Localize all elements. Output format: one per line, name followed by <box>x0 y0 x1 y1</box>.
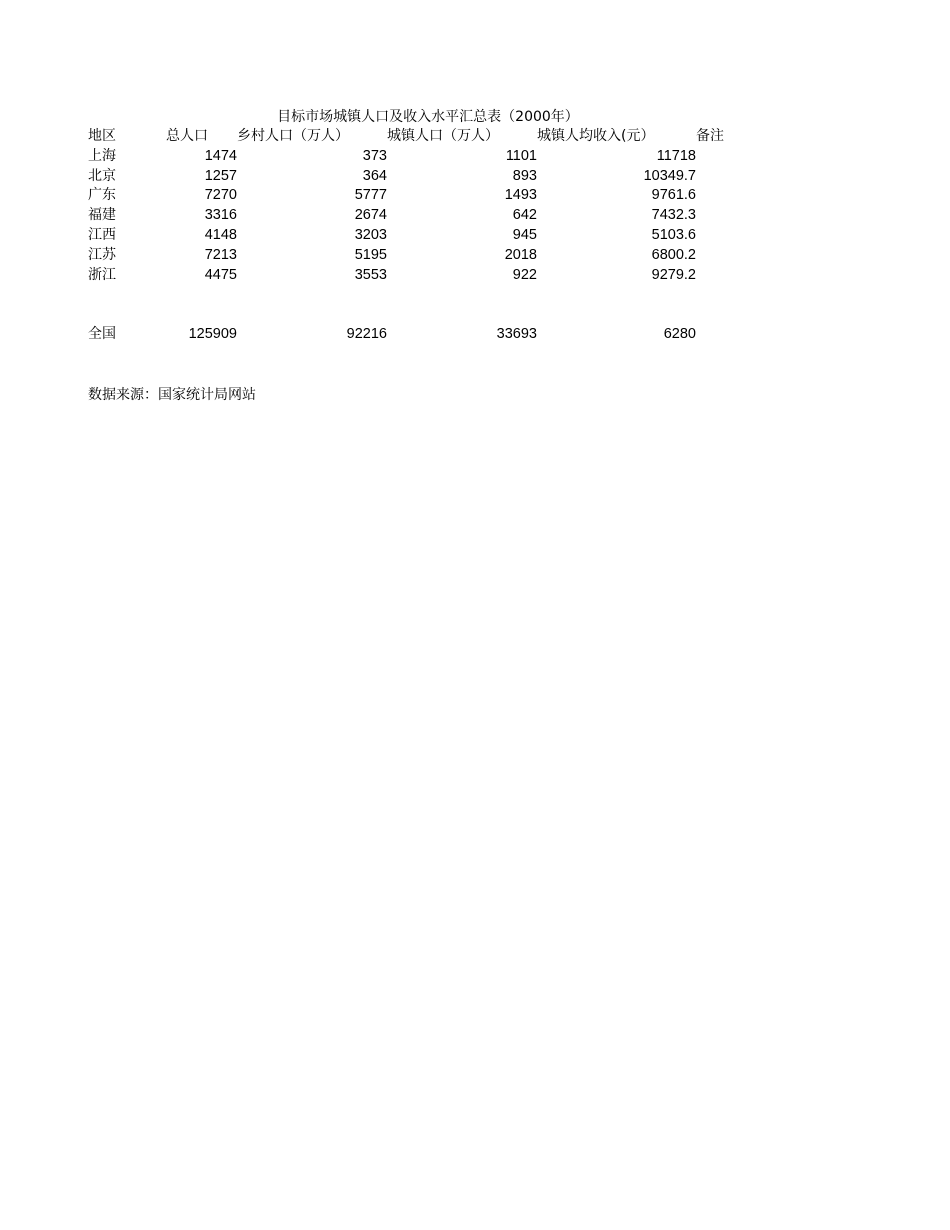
cell-rural-population: 3203 <box>354 226 387 243</box>
header-urban-population: 城镇人口（万人） <box>387 128 499 144</box>
cell-notes <box>696 147 756 167</box>
cell-rural-population: 373 <box>362 147 387 164</box>
table-title: 目标市场城镇人口及收入水平汇总表（2000年） <box>277 109 579 125</box>
population-income-table <box>88 127 756 345</box>
cell-urban-income: 6800.2 <box>651 246 696 263</box>
table-row <box>88 266 756 286</box>
table-row <box>88 147 756 167</box>
cell-rural-population: 2674 <box>354 207 387 224</box>
header-rural-population: 乡村人口（万人） <box>237 128 349 144</box>
table-row <box>88 246 756 266</box>
cell-total-population: 7213 <box>204 246 237 263</box>
cell-rural-population: 3553 <box>354 266 387 283</box>
cell-region: 浙江 <box>88 266 116 283</box>
table-row <box>88 186 756 206</box>
empty-row <box>88 285 756 305</box>
header-region: 地区 <box>88 128 116 144</box>
cell-notes <box>696 167 756 187</box>
cell-urban-income: 5103.6 <box>651 226 696 243</box>
cell-urban-income: 7432.3 <box>651 207 696 224</box>
empty-row <box>88 305 756 325</box>
cell-total-population: 4475 <box>204 266 237 283</box>
cell-total-population: 7270 <box>204 187 237 204</box>
table-row <box>88 226 756 246</box>
cell-rural-population: 364 <box>362 167 387 184</box>
cell-rural-population: 5195 <box>354 246 387 263</box>
cell-notes <box>696 246 756 266</box>
cell-region: 福建 <box>88 207 116 224</box>
cell-urban-income: 6280 <box>663 325 696 342</box>
cell-notes <box>696 226 756 246</box>
cell-notes <box>696 186 756 206</box>
cell-total-population: 4148 <box>204 226 237 243</box>
cell-region: 北京 <box>88 167 116 184</box>
cell-total-population: 3316 <box>204 207 237 224</box>
cell-urban-population: 1101 <box>505 147 537 164</box>
cell-urban-income: 9279.2 <box>651 266 696 283</box>
header-urban-income: 城镇人均收入(元） <box>537 128 655 144</box>
header-total-population: 总人口 <box>166 128 208 144</box>
cell-total-population: 1257 <box>204 167 237 184</box>
cell-urban-population: 945 <box>512 226 537 243</box>
cell-region: 江西 <box>88 226 116 243</box>
cell-urban-population: 33693 <box>496 325 537 342</box>
cell-urban-income: 10349.7 <box>643 167 696 184</box>
table-row <box>88 167 756 187</box>
cell-urban-population: 922 <box>512 266 537 283</box>
cell-urban-income: 11718 <box>656 147 696 164</box>
cell-notes <box>696 325 756 345</box>
cell-rural-population: 92216 <box>346 325 387 342</box>
cell-total-population: 125909 <box>188 325 237 342</box>
table-row <box>88 206 756 226</box>
cell-region: 上海 <box>88 147 116 164</box>
cell-urban-population: 1493 <box>504 187 537 204</box>
cell-urban-income: 9761.6 <box>651 187 696 204</box>
header-row <box>88 127 756 147</box>
cell-notes <box>696 266 756 286</box>
data-source-note: 数据来源：国家统计局网站 <box>88 387 256 403</box>
cell-urban-population: 893 <box>512 167 537 184</box>
cell-region: 广东 <box>88 187 116 204</box>
cell-rural-population: 5777 <box>354 187 387 204</box>
cell-region: 江苏 <box>88 246 116 263</box>
cell-urban-population: 2018 <box>504 246 537 263</box>
cell-urban-population: 642 <box>512 207 537 224</box>
cell-total-population: 1474 <box>204 147 237 164</box>
total-row <box>88 325 756 345</box>
cell-notes <box>696 206 756 226</box>
cell-region: 全国 <box>88 325 116 342</box>
header-notes: 备注 <box>696 128 724 144</box>
